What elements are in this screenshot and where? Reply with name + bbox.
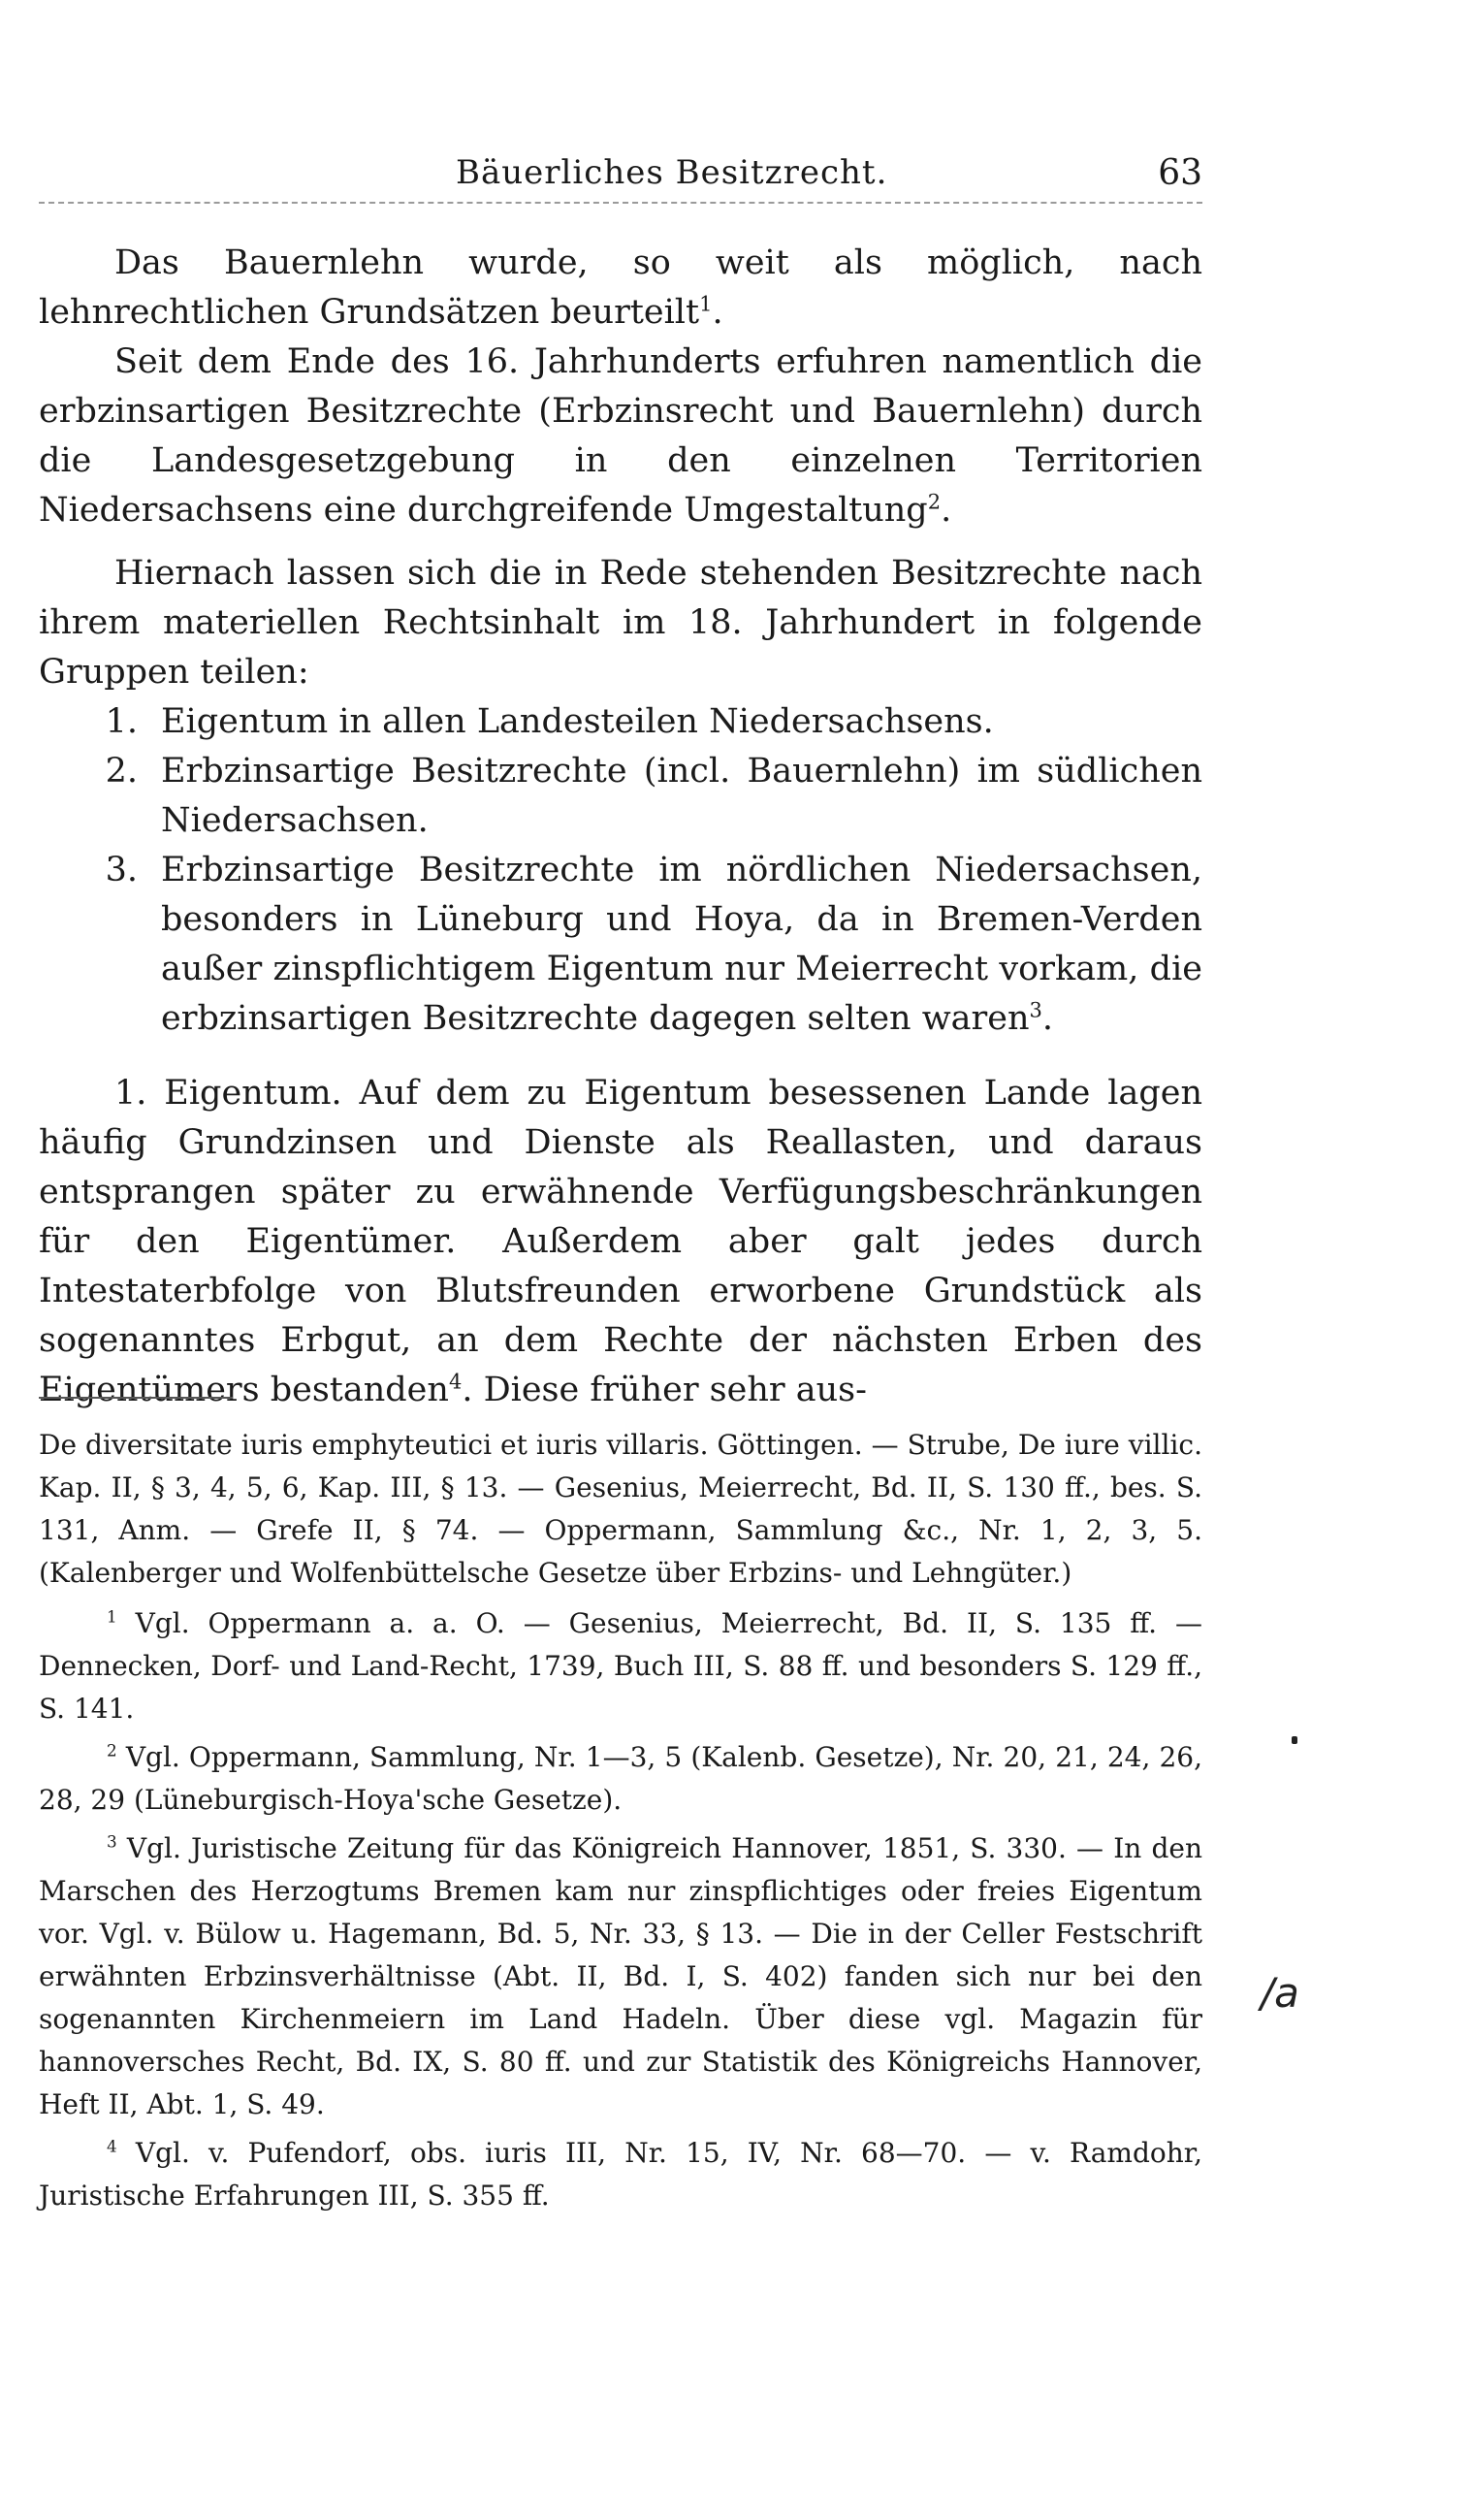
list-item — [39, 747, 1202, 846]
paragraph-1: Das Bauernlehn wurde, so weit als möglich, nach lehnrechtlichen Grundsätzen beurteilt$^1$. — [39, 243, 1202, 332]
footnote-mark: 2 — [107, 1740, 117, 1761]
paragraph-3: Hiernach lassen sich die in Rede stehenden Besitzrechte nach ihrem materiellen Rechtsinhalt im 18. Jahrhundert in folgende Gruppen teilen: — [39, 554, 1202, 692]
list-item — [39, 697, 1202, 747]
footnote-ref-2: 2 — [927, 490, 942, 514]
footnote-4: $^4$ Vgl. v. Pufendorf, obs. iuris III, Nr. 15, IV, Nr. 68—70. — v. Ramdohr, Juristische Erfahrungen III, S. 355 ff. — [39, 2136, 1203, 2212]
list-text: Eigentum in allen Landesteilen Niedersachsens. — [161, 702, 994, 741]
footnote-3: $^3$ Vgl. Juristische Zeitung für das Königreich Hannover, 1851, S. 330. — In den Marschen des Herzogtums Bremen kam nur zinspflichtiges oder freies Eigentum vor. Vgl. v. Bülow u. Hagemann, Bd. 5, Nr. 33, § 13. — Die in der Celler Festschrift erwähnten Erbzinsverhältnisse (Abt. II, Bd. I, S. 402) fanden sich nur bei den sogenannten Kirchenmeiern im Land Hadeln. Über diese vgl. Magazin für hannoversches Recht, Bd. IX, S. 80 ff. und zur Statistik des Königreichs Hannover, Heft II, Abt. 1, S. 49. — [39, 1831, 1202, 2120]
running-title: Bäuerliches Besitzrecht. — [456, 153, 888, 192]
list-text: Erbzinsartige Besitzrechte (incl. Bauernlehn) im südlichen Niedersachsen. — [161, 752, 1202, 840]
list-item — [39, 846, 1202, 1044]
footnote-mark: 4 — [107, 2136, 117, 2156]
list-number: 3. — [105, 851, 138, 889]
footnote-continued: De diversitate iuris emphyteutici et iuris villaris. Göttingen. — Strube, De iure villic. Kap. II, § 3, 4, 5, 6, Kap. III, § 13. — Gesenius, Meierrecht, Bd. II, S. 130 ff., bes. S. 131, Anm. — Grefe II, § 74. — Oppermann, Sammlung &c., Nr. 1, 2, 3, 5. (Kalenberger und Wolfenbüttelsche Gesetze über Erbzins- und Lehngüter.) — [39, 1429, 1202, 1589]
list-number: 1. — [105, 702, 138, 741]
main-text — [39, 239, 1202, 1415]
footnote-mark: 1 — [107, 1606, 117, 1627]
footnote-ref-1: 1 — [699, 292, 713, 316]
footnotes — [39, 1424, 1202, 2217]
list-text: Erbzinsartige Besitzrechte im nördlichen Niedersachsen, besonders in Lüneburg und Hoya, da in Bremen-Verden außer zinspflichtigem Eigentum nur Meierrecht vorkam, die erbzinsartigen Besitzrechte dagegen selten waren$^3$. — [161, 851, 1202, 1038]
header-rule — [39, 202, 1202, 204]
page-header — [39, 153, 1202, 211]
footnote-ref-4: 4 — [448, 1370, 463, 1394]
footnote-2: $^2$ Vgl. Oppermann, Sammlung, Nr. 1—3, 5 (Kalenb. Gesetze), Nr. 20, 21, 24, 26, 28, 29 (Lüneburgisch-Hoya'sche Gesetze). — [39, 1740, 1203, 1816]
handwritten-margin-note: /a — [1261, 1969, 1299, 2017]
page-number: 63 — [1158, 153, 1202, 193]
group-list — [39, 697, 1202, 1044]
footnote-mark: 3 — [107, 1831, 117, 1852]
footnote-ref-3: 3 — [1029, 998, 1042, 1022]
list-number: 2. — [105, 752, 138, 791]
footnote-rule — [39, 1397, 233, 1399]
paragraph-2: Seit dem Ende des 16. Jahrhunderts erfuhren namentlich die erbzinsartigen Besitzrechte (Erbzinsrecht und Bauernlehn) durch die Landesgesetzgebung in den einzelnen Territorien Niedersachsens eine durchgreifende Umgestaltung$^2$. — [39, 342, 1202, 530]
paragraph-4: 1. Eigentum. Auf dem zu Eigentum besessenen Lande lagen häufig Grundzinsen und Dienste als Reallasten, und daraus entsprangen später zu erwähnende Verfügungsbeschränkungen für den Eigentümer. Außerdem aber galt jedes durch Intestaterbfolge von Blutsfreunden erworbene Grundstück als sogenanntes Erbgut, an dem Rechte der nächsten Erben des Eigentümers bestanden$^4$. Diese früher sehr aus- — [39, 1074, 1202, 1409]
footnote-1: $^1$ Vgl. Oppermann a. a. O. — Gesenius, Meierrecht, Bd. II, S. 135 ff. — Dennecken, Dorf- und Land-Recht, 1739, Buch III, S. 88 ff. und besonders S. 129 ff., S. 141. — [39, 1606, 1203, 1725]
margin-dot — [1292, 1736, 1297, 1744]
